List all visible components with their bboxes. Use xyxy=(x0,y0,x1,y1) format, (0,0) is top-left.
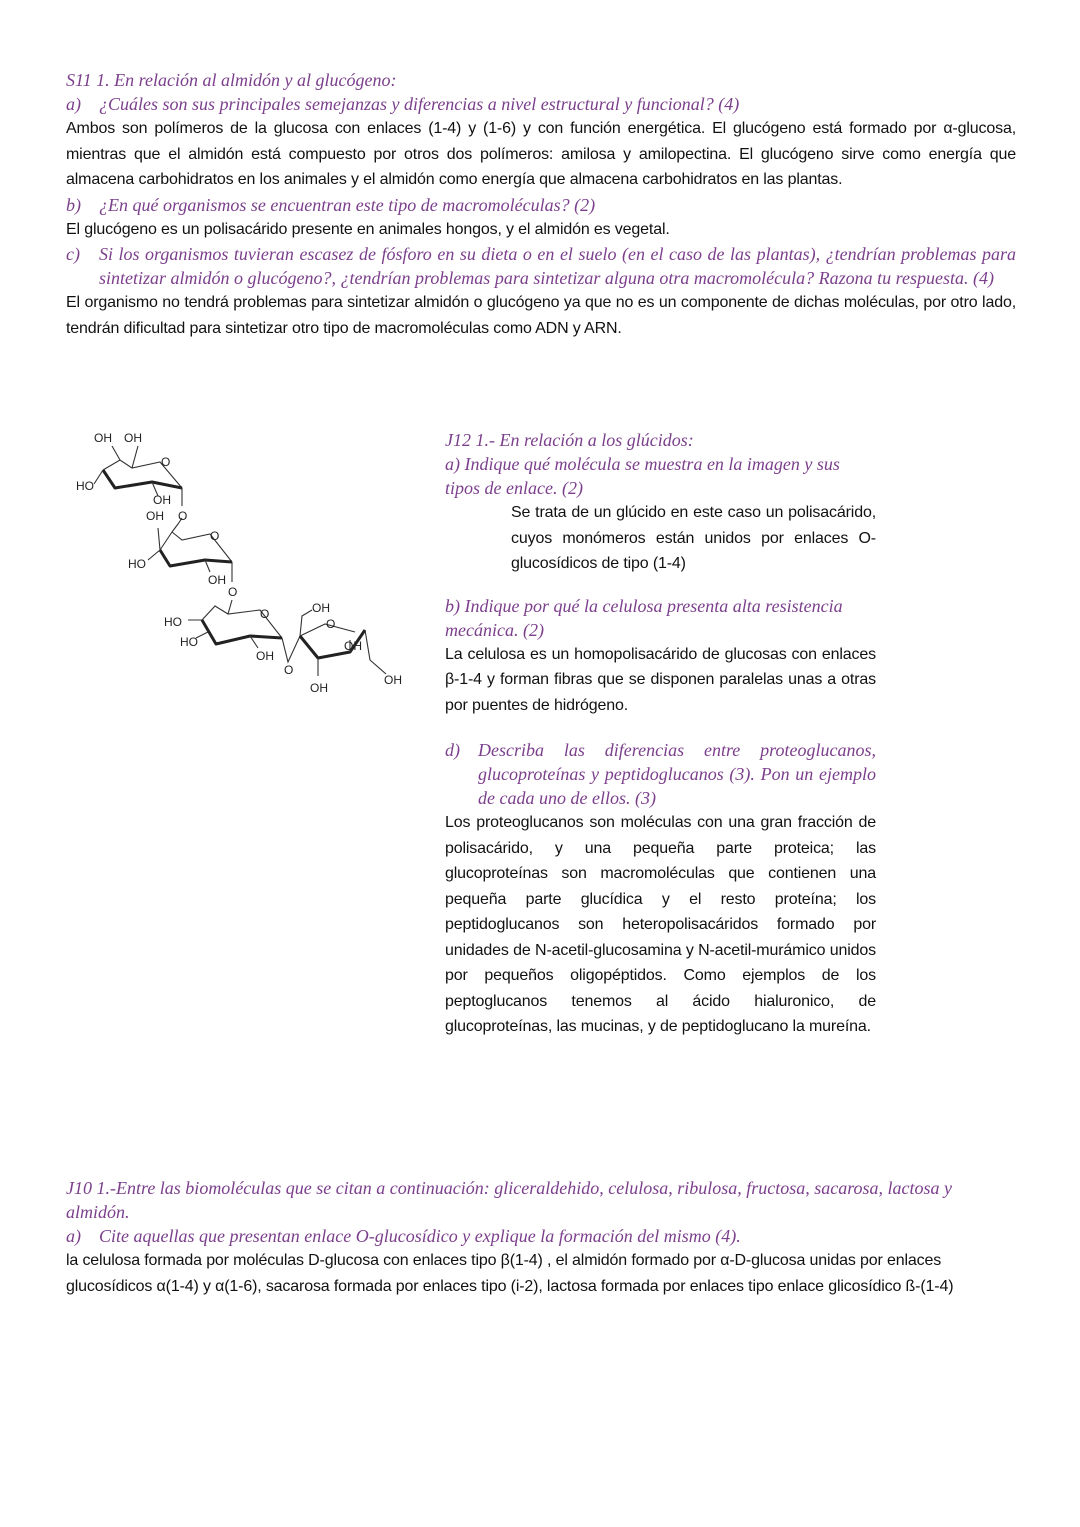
question-label: d) xyxy=(445,740,460,760)
question-text: Describa las diferencias entre proteoglucanos, glucoproteínas y peptidoglucanos (3). Pon un ejemplo de cada uno de ellos. (3) xyxy=(478,740,876,808)
question-b xyxy=(66,193,1016,217)
atom-label: OH xyxy=(146,509,164,523)
question-b: b) Indique por qué la celulosa presenta alta resistencia mecánica. (2) xyxy=(445,595,843,640)
answer-d: Los proteoglucanos son moléculas con una gran fracción de polisacárido, y una pequeña parte proteica; las glucoproteínas son macromoléculas que contienen una pequeña parte glucídica y el resto proteína; los peptidoglucanos son heteropolisacáridos formado por unidades de N-acetil-glucosamina y N-acetil-murámico unidos por pequeños oligopéptidos. Como ejemplos de los peptoglucanos tenemos al ácido hialuronico, de glucoproteínas, las mucinas, y de peptidoglucano la mureína. xyxy=(445,814,876,1035)
section-title: J10 1.-Entre las biomoléculas que se citan a continuación: gliceraldehido, celulosa, ribulosa, fructosa, sacarosa, lactosa y almidón. xyxy=(66,1178,953,1222)
section-j10 xyxy=(66,1176,1016,1299)
question-d xyxy=(445,738,876,810)
atom-label: OH xyxy=(124,431,142,445)
ring-bond xyxy=(103,470,182,488)
question-label: c) xyxy=(66,244,80,264)
atom-label: O xyxy=(161,455,171,469)
question-text: Cite aquellas que presentan enlace O-glucosídico y explique la formación del mismo (4). xyxy=(99,1226,741,1246)
ring-bond xyxy=(202,600,282,638)
answer-b: El glucógeno es un polisacárido presente en animales hongos, y el almidón es vegetal. xyxy=(66,220,670,238)
atom-label: HO xyxy=(180,635,198,649)
ring-bond xyxy=(160,518,232,562)
question-text: Si los organismos tuvieran escasez de fósforo en su dieta o en el suelo (en el caso de las plantas), ¿tendrían problemas para sintetizar almidón o glucógeno?, ¿tendrían problemas para sintetizar alguna otra macromolécula? Razona tu respuesta. (4) xyxy=(99,244,1016,288)
atom-label: OH xyxy=(208,573,226,587)
atom-label: O xyxy=(284,663,294,677)
answer-a: la celulosa formada por moléculas D-glucosa con enlaces tipo β(1-4) , el almidón formado por α-D-glucosa unidas por enlaces glucosídicos α(1-4) y α(1-6), sacarosa formada por enlaces tipo (i-2), lactosa formada por enlaces tipo enlace glicosídico ß-(1-4) xyxy=(66,1252,954,1295)
atom-label: OH xyxy=(384,673,402,687)
section-s11 xyxy=(66,68,1016,341)
atom-label: O xyxy=(210,529,220,543)
atom-label: O xyxy=(260,607,270,621)
substituent-bond xyxy=(318,630,386,676)
atom-label: OH xyxy=(153,493,171,507)
atom-label: OH xyxy=(94,431,112,445)
atom-label: HO xyxy=(76,479,94,493)
question-a xyxy=(66,1224,1016,1248)
atom-label: OH xyxy=(344,639,362,653)
question-label: b) xyxy=(66,194,81,215)
question-a xyxy=(66,92,1016,116)
question-text: ¿En qué organismos se encuentran este tipo de macromoléculas? (2) xyxy=(99,194,596,215)
polysaccharide-structure-figure xyxy=(60,420,420,710)
section-title: J12 1.- En relación a los glúcidos: xyxy=(445,430,694,450)
answer-a: Ambos son polímeros de la glucosa con enlaces (1-4) y (1-6) y con función energética. El glucógeno está formado por α-glucosa, mientras que el almidón está compuesto por otros dos polímeros: amilosa y amilopectina. El glucógeno sirve como energía que almacena carbohidratos en los animales y el almidón como energía que almacena carbohidratos en las plantas. xyxy=(66,120,1016,188)
atom-label: HO xyxy=(128,557,146,571)
atom-label: O xyxy=(228,585,238,599)
question-c xyxy=(66,242,1016,290)
atom-label: O xyxy=(326,617,336,631)
atom-label: OH xyxy=(256,649,274,663)
answer-c: El organismo no tendrá problemas para sintetizar almidón o glucógeno ya que no es un componente de dichas moléculas, por otro lado, tendrán dificultad para sintetizar otro tipo de macromoléculas como ADN y ARN. xyxy=(66,294,1016,337)
atom-label: OH xyxy=(312,601,330,615)
question-a: a) Indique qué molécula se muestra en la imagen y sus tipos de enlace. (2) xyxy=(445,454,840,498)
section-j12 xyxy=(445,428,876,1040)
answer-a: Se trata de un glúcido en este caso un polisacárido, cuyos monómeros están unidos por enlaces O-glucosídicos de tipo (1-4) xyxy=(511,504,876,572)
answer-b: La celulosa es un homopolisacárido de glucosas con enlaces β-1-4 y forman fibras que se disponen paralelas unas a otras por puentes de hidrógeno. xyxy=(445,645,876,714)
atom-label: O xyxy=(178,509,188,523)
question-text: ¿Cuáles son sus principales semejanzas y diferencias a nivel estructural y funcional? (4) xyxy=(99,94,740,114)
section-title: S11 1. En relación al almidón y al glucógeno: xyxy=(66,70,397,90)
ring-bond xyxy=(160,550,232,566)
question-label: a) xyxy=(66,94,81,114)
atom-label: HO xyxy=(164,615,182,629)
question-label: a) xyxy=(66,1226,81,1246)
atom-label: OH xyxy=(310,681,328,695)
